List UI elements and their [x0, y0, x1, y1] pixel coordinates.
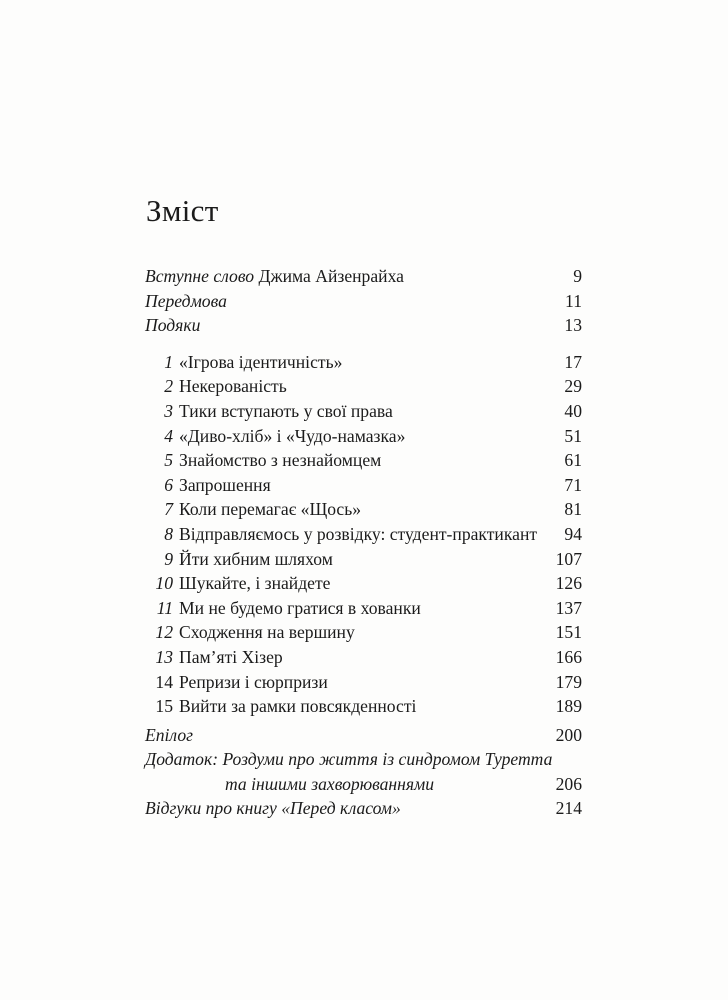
toc-entry-foreword: Вступне слово Джима Айзенрайха 9 [145, 264, 582, 289]
toc-entry-reviews: Відгуки про книгу «Перед класом» 214 [145, 796, 582, 821]
toc-chapter: 6 Запрошення 71 [145, 473, 582, 498]
toc-entry-preface: Передмова 11 [145, 289, 582, 314]
page-number: 9 [573, 266, 582, 286]
toc-chapter: 5 Знайомство з незнайомцем 61 [145, 448, 582, 473]
toc-chapter: 12 Сходження на вершину 151 [145, 620, 582, 645]
page-number: 71 [564, 474, 582, 495]
toc-chapter: 8 Відправляємось у розвідку: студент-практикант 94 [145, 522, 582, 547]
page-number: 214 [555, 798, 582, 819]
toc-chapter: 10 Шукайте, і знайдете 126 [145, 571, 582, 596]
page-title: Зміст [146, 193, 219, 228]
page-number: 189 [555, 696, 582, 717]
page-number: 107 [555, 548, 582, 569]
toc-entry-appendix-continued: та іншими захворюваннями 206 [145, 772, 582, 797]
page-number: 126 [555, 573, 582, 594]
page-number: 94 [564, 523, 582, 544]
page-number: 179 [555, 671, 582, 692]
toc-chapter: 9 Йти хибним шляхом 107 [145, 547, 582, 572]
toc-chapter: 13 Пам’яті Хізер 166 [145, 645, 582, 670]
page-number: 11 [565, 290, 582, 311]
toc-entry-epilogue: Епілог 200 [145, 723, 582, 748]
toc-chapter: 2 Некерованість 29 [145, 374, 582, 399]
page-number: 81 [564, 499, 582, 520]
page-number: 61 [564, 450, 582, 471]
page-number: 137 [555, 597, 582, 618]
page-number: 29 [564, 376, 582, 397]
page-number: 17 [564, 351, 582, 372]
page-number: 200 [555, 724, 582, 745]
toc-chapter: 1 «Ігрова ідентичність» 17 [145, 350, 582, 375]
toc-chapter: 7 Коли перемагає «Щось» 81 [145, 497, 582, 522]
page-number: 151 [555, 622, 582, 643]
page-number: 166 [555, 646, 582, 667]
table-of-contents [145, 264, 582, 821]
page-number: 206 [555, 773, 582, 794]
toc-chapter: 14 Репризи і сюрпризи 179 [145, 670, 582, 695]
toc-chapter: 11 Ми не будемо гратися в хованки 137 [145, 596, 582, 621]
toc-chapter: 15 Вийти за рамки повсякденності 189 [145, 694, 582, 719]
page-number: 40 [564, 400, 582, 421]
toc-entry-appendix: Додаток: Роздуми про життя із синдромом Туретта [145, 749, 553, 770]
toc-entry-acknowledgments: Подяки 13 [145, 313, 582, 338]
toc-chapter: 4 «Диво-хліб» і «Чудо-намазка» 51 [145, 424, 582, 449]
page-number: 13 [564, 315, 582, 336]
toc-chapter: 3 Тики вступають у свої права 40 [145, 399, 582, 424]
page-number: 51 [564, 425, 582, 446]
